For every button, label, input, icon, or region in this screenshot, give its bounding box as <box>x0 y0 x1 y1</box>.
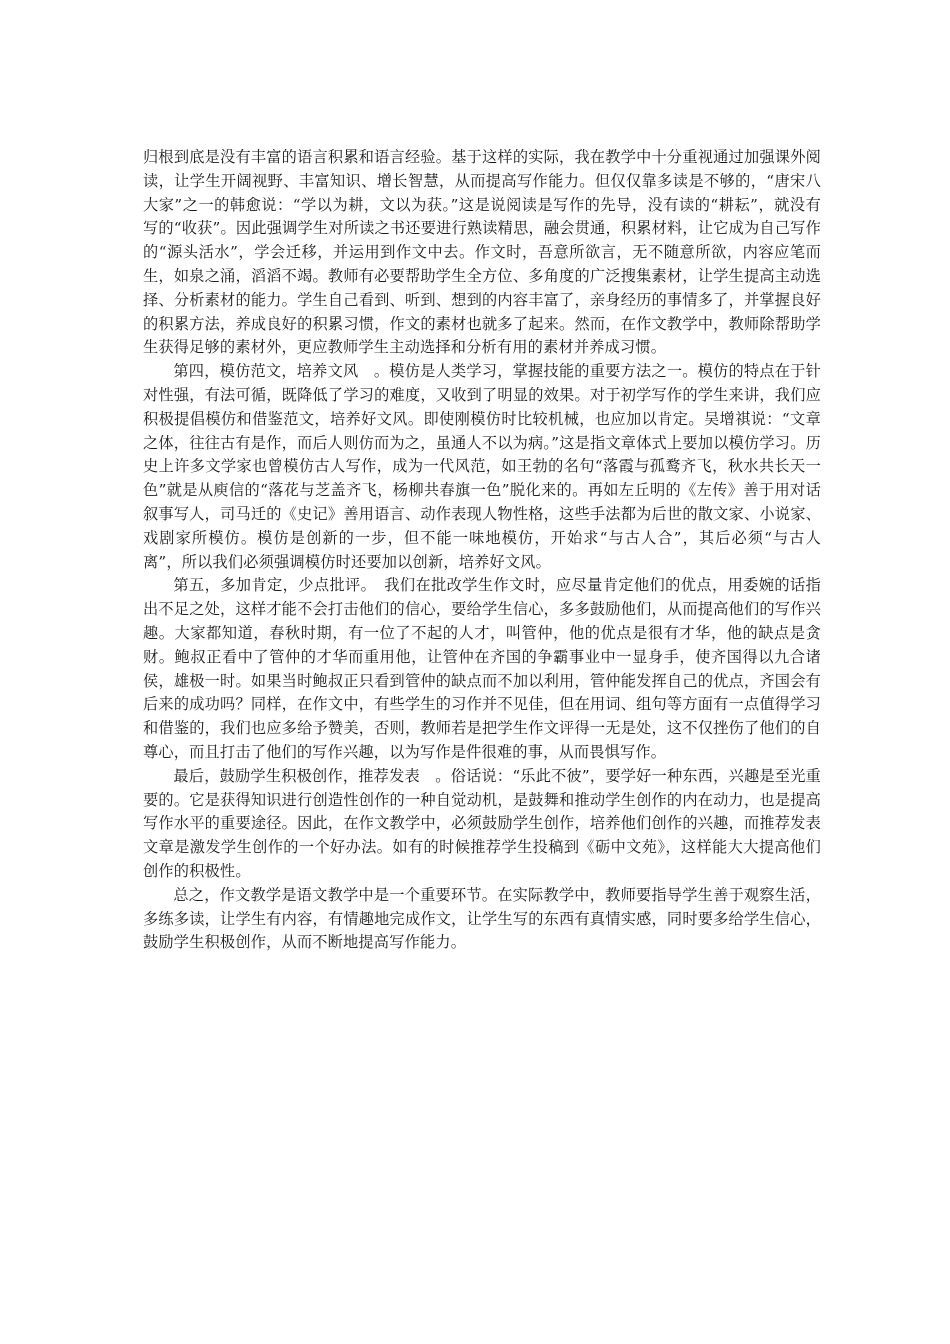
paragraph-final-point: 最后，鼓励学生积极创作，推荐发表 。俗话说：“乐此不彼”，要学好一种东西，兴趣是至光重要的。它是获得知识进行创造性创作的一种自觉动机，是鼓舞和推动学生创作的内在动力，也是提高写作水平的重要途径。因此，在作文教学中，必须鼓励学生创作，培养他们创作的兴趣，而推荐发表文章是激发学生创作的一个好办法。如有的时候推荐学生投稿到《砺中文苑》，这样能大大提高他们创作的积极性。 <box>143 766 821 880</box>
paragraph-continuation: 归根到底是没有丰富的语言积累和语言经验。基于这样的实际，我在教学中十分重视通过加强课外阅读，让学生开阔视野、丰富知识、增长智慧，从而提高写作能力。但仅仅靠多读是不够的，“唐宋八大家”之一的韩愈说：“学以为耕，文以为获。”这是说阅读是写作的先导，没有读的“耕耘”，就没有写的“收获”。因此强调学生对所读之书还要进行熟读精思，融会贯通，积累材料，让它成为自己写作的“源头活水”，学会迁移，并运用到作文中去。作文时，吾意所欲言，无不随意所欲，内容应笔而生，如泉之涌，滔滔不竭。教师有必要帮助学生全方位、多角度的广泛搜集素材，让学生提高主动选择、分析素材的能力。学生自己看到、听到、想到的内容丰富了，亲身经历的事情多了，并掌握良好的积累方法，养成良好的积累习惯，作文的素材也就多了起来。然而，在作文教学中，教师除帮助学生获得足够的素材外，更应教师学生主动选择和分析有用的素材并养成习惯。 <box>143 148 821 357</box>
document-body <box>143 146 821 955</box>
paragraph-conclusion: 总之，作文教学是语文教学中是一个重要环节。在实际教学中，教师要指导学生善于观察生活，多练多读，让学生有内容，有情趣地完成作文，让学生写的东西有真情实感，同时要多给学生信心，鼓励学生积极创作，从而不断地提高写作能力。 <box>143 885 821 952</box>
paragraph-point-five: 第五，多加肯定，少点批评。 我们在批改学生作文时，应尽量肯定他们的优点，用委婉的话指出不足之处，这样才能不会打击他们的信心，要给学生信心，多多鼓励他们，从而提高他们的写作兴趣。大家都知道，春秋时期，有一位了不起的人才，叫管仲，他的优点是很有才华，他的缺点是贪财。鲍叔正看中了管仲的才华而重用他，让管仲在齐国的争霸事业中一显身手，使齐国得以九合诸侯，雄极一时。如果当时鲍叔正只看到管仲的缺点而不加以利用，管仲能发挥自己的优点，齐国会有后来的成功吗？同样，在作文中，有些学生的习作并不见佳，但在用词、组句等方面有一点值得学习和借鉴的，我们也应多给予赞美，否则，教师若是把学生作文评得一无是处，这不仅挫伤了他们的自尊心，而且打击了他们的写作兴趣，以为写作是件很难的事，从而畏惧写作。 <box>143 576 821 761</box>
paragraph-point-four: 第四，模仿范文，培养文风 。模仿是人类学习，掌握技能的重要方法之一。模仿的特点在于针对性强，有法可循，既降低了学习的难度，又收到了明显的效果。对于初学写作的学生来讲，我们应积极提倡模仿和借鉴范文，培养好文风。即使刚模仿时比较机械，也应加以肯定。吴增祺说：“文章之体，往往古有是作，而后人则仿而为之，虽通人不以为病。”这是指文章体式上要加以模仿学习。历史上许多文学家也曾模仿古人写作，成为一代风范，如王勃的名句“落霞与孤鹜齐飞，秋水共长天一色”就是从庾信的“落花与芝盖齐飞，杨柳共春旗一色”脱化来的。再如左丘明的《左传》善于用对话叙事写人，司马迁的《史记》善用语言、动作表现人物性格，这些手法都为后世的散文家、小说家、戏剧家所模仿。模仿是创新的一步，但不能一味地模仿，开始求“与古人合”，其后必须“与古人离”，所以我们必须强调模仿时还要加以创新，培养好文风。 <box>143 362 821 571</box>
